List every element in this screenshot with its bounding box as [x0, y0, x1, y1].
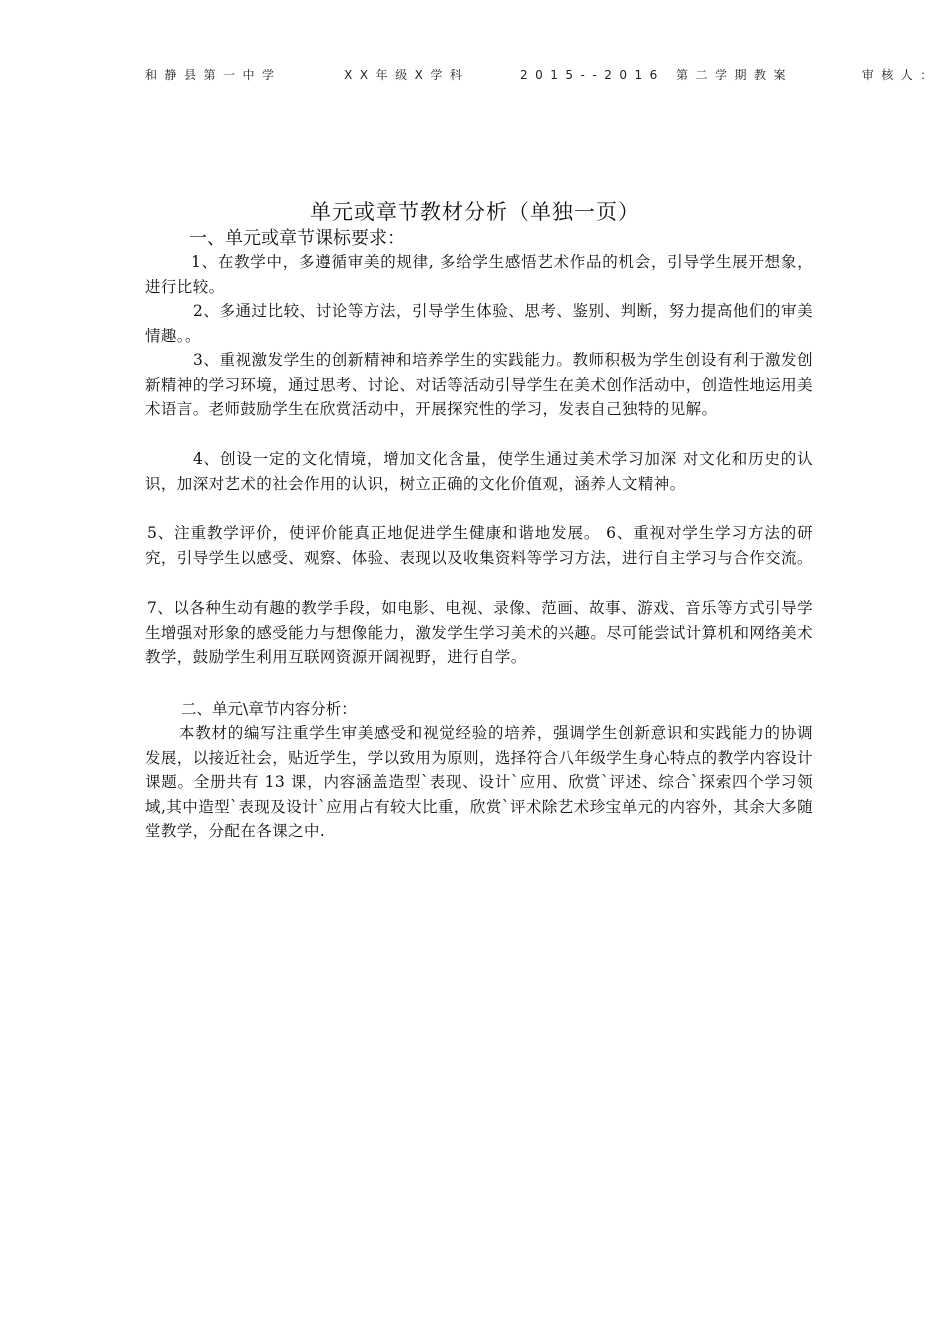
- section1-paragraph-5: 5、注重教学评价，使评价能真正地促进学生健康和谐地发展。 6、重视对学生学习方法的研究，引导学生以感受、观察、体验、表现以及收集资料等学习方法，进行自主学习与合作交流。: [145, 524, 813, 567]
- section2-paragraph: 本教材的编写注重学生审美感受和视觉经验的培养，强调学生创新意识和实践能力的协调发展，以接近社会，贴近学生，学以致用为原则，选择符合八年级学生身心特点的教学内容设计课题。全册共有 13 课，内容涵盖造型`表现、设计`应用、欣赏`评述、综合`探索四个学习领域,其中造型`表现及设计`应用占有较大比重，欣赏`评术除艺术珍宝单元的内容外，其余大多随堂教学，分配在各课之中.: [145, 724, 813, 840]
- section2-heading: 二、单元\章节内容分析：: [181, 700, 357, 718]
- header-school: 和静县第一中学: [145, 68, 282, 82]
- page-title: 单元或章节教材分析（单独一页）: [310, 200, 640, 225]
- header-grade: XX年级X学科: [344, 68, 470, 82]
- page-header: [145, 66, 940, 83]
- section1-paragraph-2: 2、多通过比较、讨论等方法，引导学生体验、思考、鉴别、判断，努力提高他们的审美情趣。。: [145, 302, 813, 345]
- section1-paragraph-3: 3、重视激发学生的创新精神和培养学生的实践能力。教师积极为学生创设有利于激发创新精神的学习环境，通过思考、讨论、对话等活动引导学生在美术创作活动中，创造性地运用美术语言。老师鼓励学生在欣赏活动中，开展探究性的学习，发表自己独特的见解。: [145, 351, 813, 418]
- section1-paragraph-4: 4、创设一定的文化情境，增加文化含量，使学生通过美术学习加深 对文化和历史的认识，加深对艺术的社会作用的认识，树立正确的文化价值观，涵养人文精神。: [145, 450, 813, 493]
- section1-heading: 一、单元或章节课标要求：: [189, 228, 405, 249]
- header-term: 2015--2016 第二学期教案: [520, 68, 794, 82]
- header-reviewer: 审核人：: [861, 68, 940, 82]
- section1-paragraph-7: 7、以各种生动有趣的教学手段，如电影、电视、录像、范画、故事、游戏、音乐等方式引导学生增强对形象的感受能力与想像能力，激发学生学习美术的兴趣。尽可能尝试计算机和网络美术教学，鼓励学生利用互联网资源开阔视野，进行自学。: [145, 599, 813, 666]
- section1-paragraph-1: 1、在教学中，多遵循审美的规律, 多给学生感悟艺术作品的机会，引导学生展开想象，进行比较。: [145, 253, 813, 296]
